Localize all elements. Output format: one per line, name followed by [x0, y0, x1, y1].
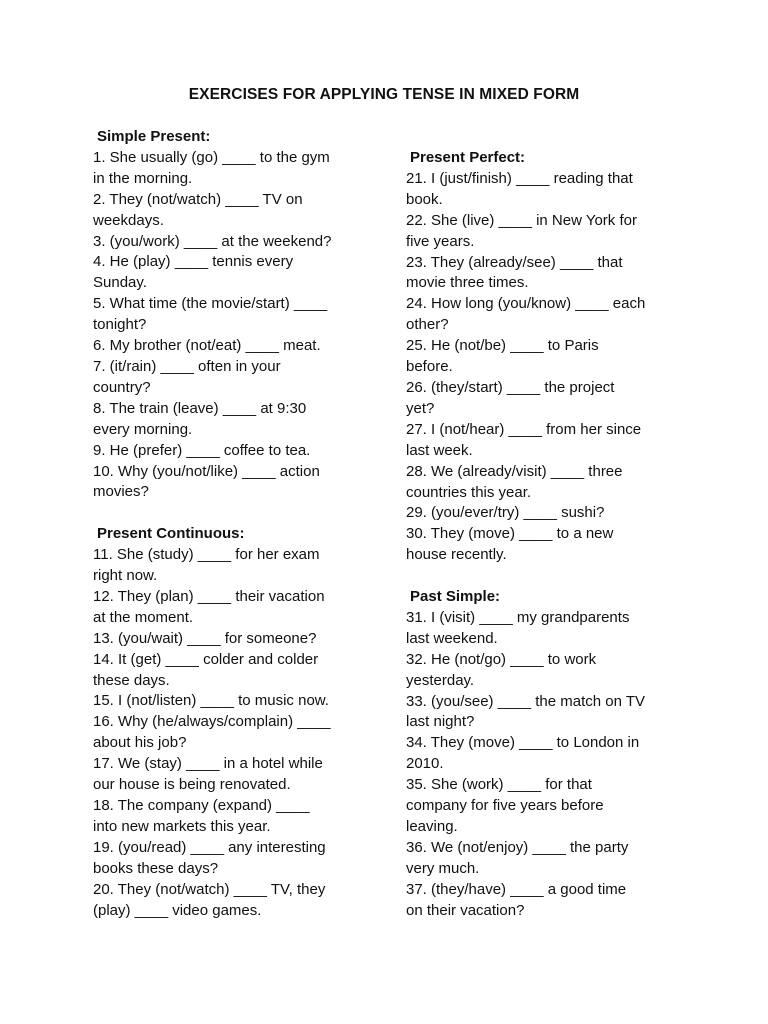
exercise-list-present-continuous	[93, 545, 383, 921]
section-spacer	[93, 503, 383, 524]
exercise-item	[406, 169, 696, 211]
section-heading-past-simple: Past Simple:	[410, 588, 501, 606]
exercise-line: 33. (you/see) ____ the match on TV	[406, 692, 646, 710]
exercise-line: company for five years before	[406, 797, 604, 815]
exercise-line: books these days?	[93, 859, 219, 877]
exercise-line: country?	[93, 378, 151, 396]
exercise-line: 10. Why (you/not/like) ____ action	[93, 462, 320, 480]
exercise-line: last week.	[406, 441, 473, 459]
exercise-line: into new markets this year.	[93, 817, 271, 835]
exercise-item	[406, 503, 696, 524]
exercise-item	[93, 336, 383, 357]
exercise-line: 19. (you/read) ____ any interesting	[93, 838, 326, 856]
exercise-item	[93, 838, 383, 880]
exercise-item	[93, 754, 383, 796]
exercise-item	[93, 252, 383, 294]
section-heading-present-perfect: Present Perfect:	[410, 149, 526, 166]
exercise-line: 4. He (play) ____ tennis every	[93, 253, 294, 271]
exercise-list-simple-present	[93, 148, 383, 503]
section-heading-simple-present: Simple Present:	[97, 128, 211, 145]
exercise-item	[93, 232, 383, 253]
exercise-line: 1. She usually (go) ____ to the gym	[93, 148, 330, 166]
worksheet-title: EXERCISES FOR APPLYING TENSE IN MIXED FORM	[188, 86, 580, 103]
exercise-item	[406, 462, 696, 504]
exercise-line: 11. She (study) ____ for her exam	[93, 546, 320, 564]
exercise-item	[93, 712, 383, 754]
exercise-item	[93, 399, 383, 441]
exercise-item	[406, 650, 696, 692]
exercise-line: 24. How long (you/know) ____ each	[406, 295, 646, 313]
exercise-line: 9. He (prefer) ____ coffee to tea.	[93, 441, 311, 459]
exercise-item	[406, 336, 696, 378]
exercise-item	[93, 629, 383, 650]
exercise-line: Sunday.	[93, 274, 147, 292]
exercise-item	[93, 587, 383, 629]
exercise-line: 13. (you/wait) ____ for someone?	[93, 629, 317, 647]
right-column	[406, 148, 696, 922]
exercise-line: 12. They (plan) ____ their vacation	[93, 587, 325, 605]
exercise-item	[406, 211, 696, 253]
exercise-line: 2. They (not/watch) ____ TV on	[93, 190, 303, 208]
exercise-line: 20. They (not/watch) ____ TV, they	[93, 880, 326, 898]
exercise-line: very much.	[406, 859, 480, 877]
exercise-line: leaving.	[406, 817, 458, 835]
exercise-line: 30. They (move) ____ to a new	[406, 525, 614, 543]
exercise-line: about his job?	[93, 734, 187, 752]
exercise-item	[93, 880, 383, 922]
exercise-line: (play) ____ video games.	[93, 901, 262, 919]
exercise-line: book.	[406, 190, 443, 208]
exercise-line: at the moment.	[93, 608, 194, 626]
exercise-line: on their vacation?	[406, 901, 525, 919]
exercise-line: 35. She (work) ____ for that	[406, 776, 592, 794]
exercise-item	[93, 357, 383, 399]
exercise-line: 6. My brother (not/eat) ____ meat.	[93, 337, 321, 355]
exercise-line: 7. (it/rain) ____ often in your	[93, 357, 281, 375]
exercise-line: before.	[406, 358, 453, 376]
exercise-line: 31. I (visit) ____ my grandparents	[406, 608, 630, 626]
exercise-item	[93, 148, 383, 190]
exercise-line: 14. It (get) ____ colder and colder	[93, 650, 319, 668]
exercise-item	[406, 253, 696, 295]
exercise-item	[406, 294, 696, 336]
exercise-item	[406, 524, 696, 566]
exercise-line: five years.	[406, 232, 475, 250]
exercise-line: 25. He (not/be) ____ to Paris	[406, 337, 599, 355]
exercise-item	[406, 420, 696, 462]
exercise-item	[406, 692, 696, 734]
exercise-line: 17. We (stay) ____ in a hotel while	[93, 755, 323, 773]
exercise-line: 2010.	[406, 755, 444, 773]
exercise-line: these days.	[93, 671, 170, 689]
exercise-line: tonight?	[93, 316, 147, 334]
exercise-line: 21. I (just/finish) ____ reading that	[406, 169, 633, 187]
exercise-item	[93, 691, 383, 712]
exercise-line: movie three times.	[406, 274, 529, 292]
exercise-line: last weekend.	[406, 629, 498, 647]
exercise-line: 8. The train (leave) ____ at 9:30	[93, 399, 307, 417]
left-column	[93, 127, 383, 921]
exercise-item	[93, 190, 383, 232]
exercise-line: 3. (you/work) ____ at the weekend?	[93, 232, 332, 250]
exercise-line: in the morning.	[93, 169, 193, 187]
exercise-line: 15. I (not/listen) ____ to music now.	[93, 692, 329, 710]
exercise-line: countries this year.	[406, 483, 532, 501]
section-spacer	[406, 566, 696, 587]
exercise-list-present-perfect	[406, 169, 696, 566]
exercise-line: 22. She (live) ____ in New York for	[406, 211, 637, 229]
exercise-item	[93, 462, 383, 504]
exercise-line: 27. I (not/hear) ____ from her since	[406, 420, 642, 438]
exercise-line: weekdays.	[93, 211, 164, 229]
exercise-line: every morning.	[93, 420, 193, 438]
exercise-line: 37. (they/have) ____ a good time	[406, 880, 627, 898]
exercise-line: 26. (they/start) ____ the project	[406, 378, 615, 396]
exercise-line: house recently.	[406, 546, 507, 564]
exercise-item	[406, 608, 696, 650]
exercise-line: yesterday.	[406, 671, 475, 689]
exercise-line: 29. (you/ever/try) ____ sushi?	[406, 504, 605, 522]
exercise-line: 23. They (already/see) ____ that	[406, 253, 623, 271]
exercise-item	[93, 441, 383, 462]
exercise-line: yet?	[406, 399, 435, 417]
exercise-item	[406, 775, 696, 838]
exercise-item	[406, 838, 696, 880]
section-heading-present-continuous: Present Continuous:	[97, 525, 245, 543]
exercise-line: 28. We (already/visit) ____ three	[406, 462, 623, 480]
exercise-item	[93, 650, 383, 692]
exercise-line: 18. The company (expand) ____	[93, 796, 310, 814]
exercise-list-past-simple	[406, 608, 696, 922]
exercise-item	[406, 378, 696, 420]
exercise-line: 32. He (not/go) ____ to work	[406, 650, 597, 668]
exercise-line: our house is being renovated.	[93, 776, 291, 794]
exercise-line: right now.	[93, 567, 158, 585]
exercise-line: 16. Why (he/always/complain) ____	[93, 713, 331, 731]
exercise-line: movies?	[93, 483, 149, 501]
exercise-line: last night?	[406, 713, 475, 731]
exercise-line: 5. What time (the movie/start) ____	[93, 295, 328, 313]
exercise-item	[406, 733, 696, 775]
exercise-item	[93, 796, 383, 838]
exercise-line: other?	[406, 316, 449, 334]
exercise-item	[93, 545, 383, 587]
exercise-item	[406, 880, 696, 922]
exercise-item	[93, 294, 383, 336]
exercise-line: 36. We (not/enjoy) ____ the party	[406, 838, 629, 856]
exercise-line: 34. They (move) ____ to London in	[406, 734, 640, 752]
